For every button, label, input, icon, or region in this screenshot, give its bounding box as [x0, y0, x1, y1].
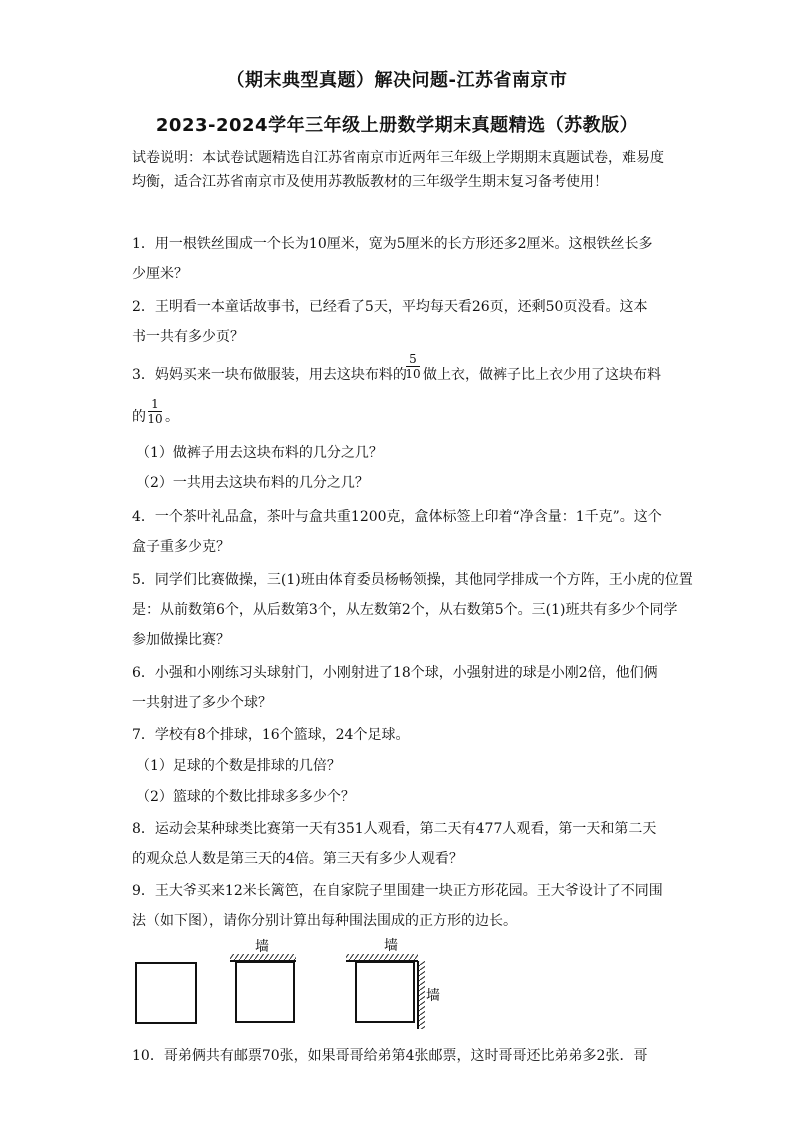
- question-6-line-1: 6．小强和小刚练习头球射门，小刚射进了18个球，小强射进的球是小刚2倍，他们俩: [132, 665, 658, 681]
- fraction-numerator: 5: [409, 352, 417, 366]
- question-1-line-2: 少厘米？: [132, 266, 188, 282]
- question-2-line-2: 书一共有多少页？: [132, 329, 244, 345]
- question-5-line-3: 参加做操比赛？: [132, 632, 230, 648]
- question-4-line-1: 4．一个茶叶礼品盒，茶叶与盒共重1200克，盒体标签上印着“净含量：1千克”。这个: [132, 509, 662, 525]
- question-1-line-1: 1．用一根铁丝围成一个长为10厘米，宽为5厘米的长方形还多2厘米。这根铁丝长多: [132, 236, 653, 252]
- question-8-line-2: 的观众总人数是第三天的4倍。第三天有多少人观看？: [132, 851, 463, 867]
- fraction-denominator: 10: [405, 367, 421, 381]
- question-3-sub-2: （2）一共用去这块布料的几分之几？: [136, 475, 369, 491]
- question-8-line-1: 8．运动会某种球类比赛第一天有351人观看，第二天有477人观看，第一天和第二天: [132, 821, 657, 837]
- question-6-line-2: 一共射进了多少个球？: [132, 695, 272, 711]
- question-9-line-1: 9．王大爷买来12米长篱笆，在自家院子里围建一块正方形花园。王大爷设计了不同围: [132, 883, 663, 899]
- question-9-line-2: 法（如下图），请你分别计算出每种围法围成的正方形的边长。: [132, 913, 517, 929]
- question-7-sub-1: （1）足球的个数是排球的几倍？: [136, 758, 341, 774]
- square-fence-3: [356, 962, 414, 1022]
- question-3-line-2-start: 的: [132, 409, 146, 425]
- question-2-line-1: 2．王明看一本童话故事书，已经看了5天，平均每天看26页，还剩50页没看。这本: [132, 299, 648, 315]
- question-3-line-2-end: 。: [165, 409, 179, 425]
- page-subtitle: 2023-2024学年三年级上册数学期末真题精选（苏教版）: [155, 115, 639, 136]
- fraction-numerator: 1: [151, 397, 159, 411]
- wall-label-3: 墙: [426, 988, 440, 1004]
- question-3-sub-1: （1）做裤子用去这块布料的几分之几？: [136, 445, 383, 461]
- page-title: （期末典型真题）解决问题-江苏省南京市: [226, 70, 568, 91]
- wall-hatch-3: [418, 961, 425, 1029]
- square-fence-2: [236, 962, 294, 1022]
- wall-label-2: 墙: [384, 938, 398, 954]
- question-3-line-1-start: 3．妈妈买来一块布做服装，用去这块布料的: [132, 367, 407, 383]
- wall-hatch-2: [346, 954, 418, 961]
- question-4-line-2: 盒子重多少克？: [132, 539, 230, 555]
- question-7-line-1: 7．学校有8个排球，16个篮球，24个足球。: [132, 727, 410, 743]
- question-3-line-1-end: 做上衣，做裤子比上衣少用了这块布料: [423, 367, 661, 383]
- exam-description: 试卷说明：本试卷试题精选自江苏省南京市近两年三年级上学期期末真题试卷，难易度均衡，适合江苏省南京市及使用苏教版教材的三年级学生期末复习备考使用！: [132, 150, 664, 190]
- fraction-denominator: 10: [147, 412, 163, 426]
- question-7-sub-2: （2）篮球的个数比排球多多少个？: [136, 789, 355, 805]
- wall-label-1: 墙: [255, 939, 269, 955]
- question-10-line-1: 10．哥弟俩共有邮票70张，如果哥哥给弟第4张邮票，这时哥哥还比弟弟多2张．哥: [132, 1048, 648, 1064]
- question-5-line-1: 5．同学们比赛做操，三(1)班由体育委员杨畅领操，其他同学排成一个方阵，王小虎的位置: [132, 572, 693, 588]
- wall-hatch-1: [230, 954, 296, 961]
- question-5-line-2: 是：从前数第6个，从后数第3个，从左数第2个，从右数第5个。三(1)班共有多少个同学: [132, 602, 678, 618]
- square-fence-1: [136, 963, 196, 1023]
